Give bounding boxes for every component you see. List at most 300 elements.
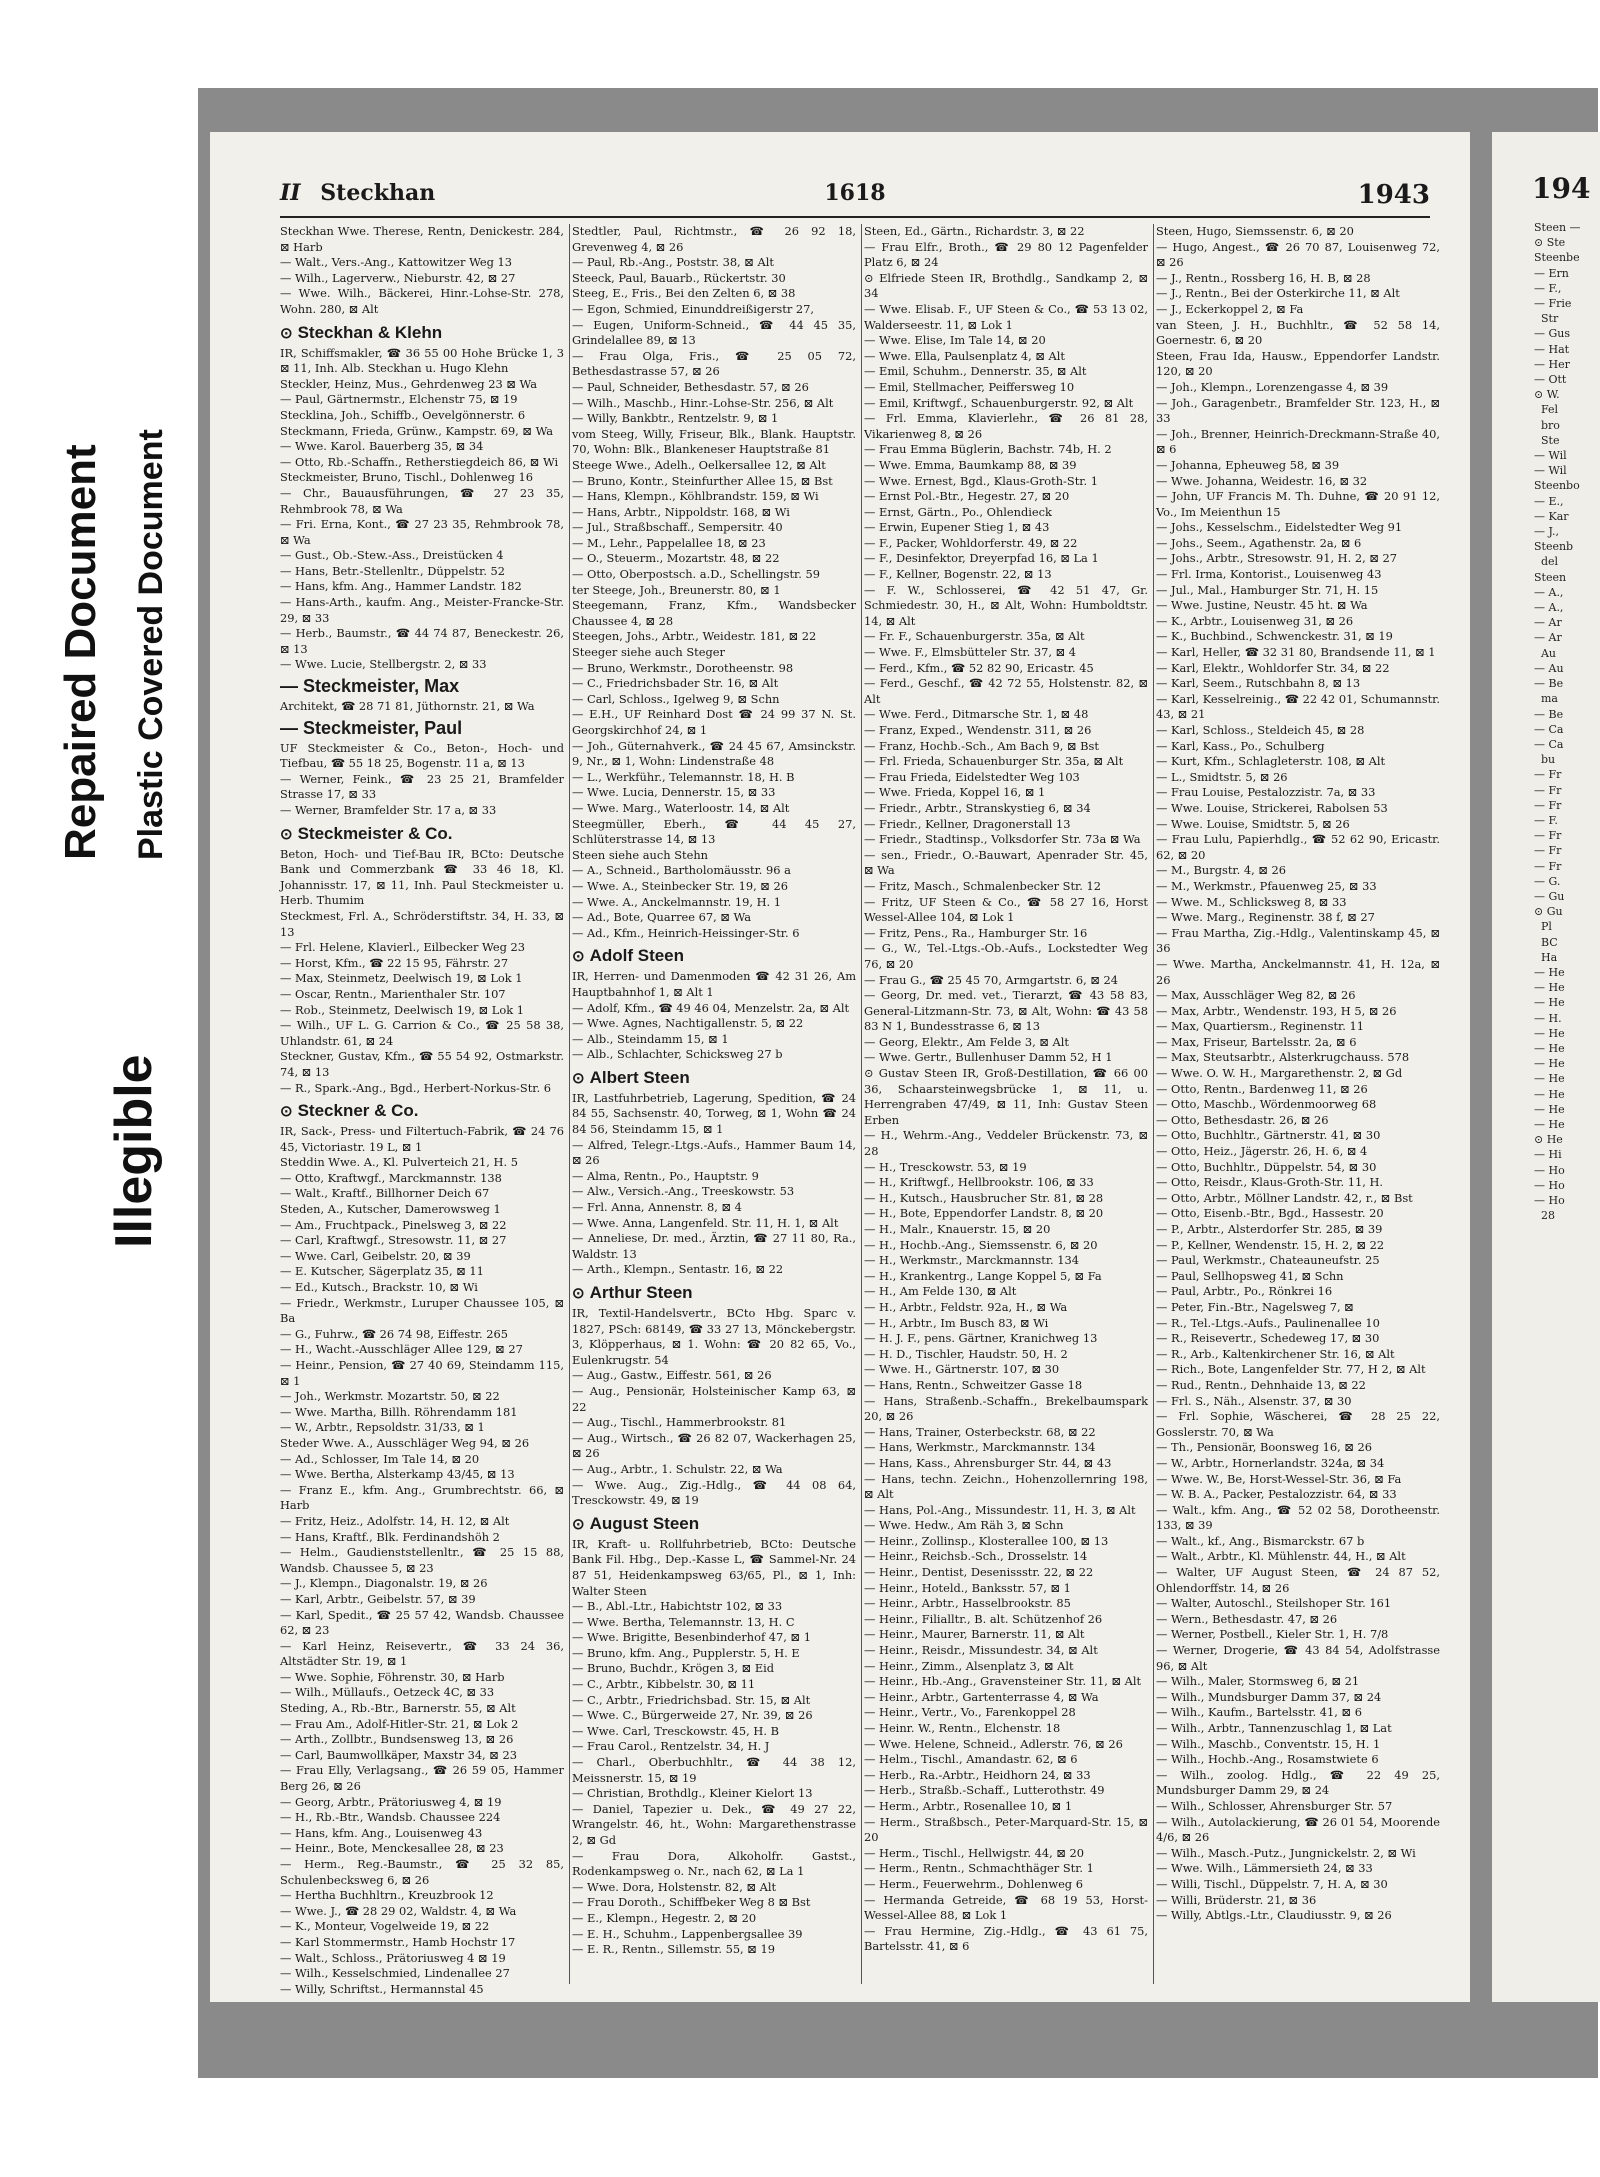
directory-entry: — Christian, Brothdlg., Kleiner Kielort 13: [572, 1786, 813, 1801]
directory-entry: — L., Werkführ., Telemannstr. 18, H. B: [572, 769, 795, 784]
firm-heading: ⊙ August Steen: [572, 1512, 856, 1537]
directory-entry: — Herb., Ra.-Arbtr., Heidhorn 24, ⊠ 33: [864, 1767, 1091, 1782]
directory-entry: — Wwe. Ernest, Bgd., Klaus-Groth-Str. 1: [864, 473, 1098, 488]
directory-entry: — Wwe. Elisab. F., UF Steen & Co., ☎ 53 13 02, Walderseestr. 11, ⊠ Lok 1: [864, 301, 1148, 332]
directory-entry: — Paul, Arbtr., Po., Rönkrei 16: [1156, 1284, 1333, 1299]
directory-entry: — F., Packer, Wohldorferstr. 49, ⊠ 22: [864, 535, 1078, 550]
directory-entry: — Erwin, Eupener Stieg 1, ⊠ 43: [864, 520, 1050, 535]
directory-entry: — Frau Hermine, Zig.-Hdlg., ☎ 43 61 75, Bartelsstr. 41, ⊠ 6: [864, 1923, 1148, 1954]
directory-entry: — E. Kutscher, Sägerplatz 35, ⊠ 11: [280, 1264, 484, 1279]
adjacent-page-line: — Her: [1534, 357, 1570, 371]
directory-entry: — Paul, Sellhopsweg 41, ⊠ Schn: [1156, 1268, 1344, 1283]
adjacent-page-line: — J.,: [1534, 525, 1560, 539]
section-number: II: [280, 180, 301, 206]
adjacent-page-line: — He: [1534, 1057, 1565, 1071]
directory-entry: — Otto, Bethesdastr. 26, ⊠ 26: [1156, 1112, 1329, 1127]
directory-entry: — Herm., Feuerwehrm., Dohlenweg 6: [864, 1876, 1083, 1891]
directory-entry: — Oscar, Rentn., Marienthaler Str. 107: [280, 986, 506, 1001]
adjacent-page-line: — Fr: [1534, 783, 1562, 797]
directory-entry: Stecklina, Joh., Schiffb., Oevelgönnerstr. 6: [280, 407, 526, 422]
directory-entry: — Wilh., Masch.-Putz., Jungnickelstr. 2, ⊠ Wi: [1156, 1845, 1416, 1860]
adjacent-page-line: — Ca: [1534, 737, 1564, 751]
directory-entry: — P., Kellner, Wendenstr. 15, H. 2, ⊠ 22: [1156, 1237, 1385, 1252]
directory-entry: — E. R., Rentn., Sillemstr. 55, ⊠ 19: [572, 1942, 775, 1957]
directory-entry: — Karl, Arbtr., Geibelstr. 57, ⊠ 39: [280, 1591, 476, 1606]
directory-entry: — Joh., Garagenbetr., Bramfelder Str. 123, H., ⊠ 33: [1156, 395, 1440, 426]
directory-entry: — Hans, Kraftf., Blk. Ferdinandshöh 2: [280, 1529, 500, 1544]
directory-entry: — Wwe. Brigitte, Besenbinderhof 47, ⊠ 1: [572, 1630, 811, 1645]
directory-entry: — Alb., Schlachter, Schicksweg 27 b: [572, 1047, 783, 1062]
directory-entry: Steen siehe auch Stehn: [572, 847, 709, 862]
directory-entry: — Wwe. Sophie, Föhrenstr. 30, ⊠ Harb: [280, 1669, 505, 1684]
adjacent-page-line: — He: [1534, 1026, 1565, 1040]
directory-entry: — Willy, Bankbtr., Rentzelstr. 9, ⊠ 1: [572, 411, 779, 426]
directory-entry: — Frau Frieda, Eidelstedter Weg 103: [864, 769, 1080, 784]
directory-entry: — Fri. Erna, Kont., ☎ 27 23 35, Rehmbrook 78, ⊠ Wa: [280, 517, 564, 547]
directory-entry: — M., Werkmstr., Pfauenweg 25, ⊠ 33: [1156, 878, 1377, 893]
directory-entry: — Hans, Pol.-Ang., Missundestr. 11, H. 3, ⊠ Alt: [864, 1502, 1136, 1517]
directory-entry: Steckmest, Frl. A., Schröderstiftstr. 34, H. 33, ⊠ 13: [280, 908, 564, 939]
directory-entry: — Aug., Gastw., Eiffestr. 561, ⊠ 26: [572, 1368, 772, 1383]
directory-entry: — Otto, Eisenb.-Btr., Bgd., Hassestr. 20: [1156, 1206, 1384, 1221]
directory-entry: — Herm., Tischl., Hellwigstr. 44, ⊠ 20: [864, 1845, 1084, 1860]
adjacent-page-line: — Frie: [1534, 297, 1572, 311]
directory-entry: — C., Arbtr., Friedrichsbad. Str. 15, ⊠ Alt: [572, 1692, 811, 1707]
adjacent-page-line: — Ho: [1534, 1194, 1565, 1207]
directory-entry: — Max, Arbtr., Wendenstr. 193, H 5, ⊠ 26: [1156, 1003, 1397, 1018]
directory-entry: — Friedr., Stadtinsp., Volksdorfer Str. 73a ⊠ Wa: [864, 832, 1141, 847]
directory-entry: — Wwe. Hedw., Am Räh 3, ⊠ Schn: [864, 1518, 1064, 1533]
directory-entry: — Chr., Bauausführungen, ☎ 27 23 35, Rehmbrook 78, ⊠ Wa: [280, 485, 564, 516]
adjacent-page-line: — Hat: [1534, 342, 1570, 356]
firm-heading: ⊙ Arthur Steen: [572, 1281, 856, 1306]
adjacent-page: [1492, 132, 1600, 2002]
adjacent-page-line: — H.: [1534, 1011, 1562, 1025]
directory-entry: — Emil, Kriftwgf., Schauenburgerstr. 92, ⊠ Alt: [864, 395, 1134, 410]
directory-entry: — Ed., Kutsch., Brackstr. 10, ⊠ Wi: [280, 1280, 478, 1295]
directory-entry: Steckner, Gustav, Kfm., ☎ 55 54 92, Ostmarkstr. 74, ⊠ 13: [280, 1049, 564, 1079]
directory-entry: — E.H., UF Reinhard Dost ☎ 24 99 37 N. St. Georgskirchhof 24, ⊠ 1: [572, 707, 856, 737]
directory-entry: — Frl. Anna, Annenstr. 8, ⊠ 4: [572, 1200, 742, 1215]
directory-entry: — Wilh., Lagerverw., Nieburstr. 42, ⊠ 27: [280, 270, 516, 285]
directory-entry: — Karl, Elektr., Wohldorfer Str. 34, ⊠ 22: [1156, 660, 1390, 675]
directory-entry: Beton, Hoch- und Tief-Bau IR, BCto: Deutsche Bank und Commerzbank ☎ 33 46 18, Kl. Johannisstr. 17, ⊠ 11, Inh. Paul Steckmeister u. Herb. Thumim: [280, 846, 564, 908]
directory-entry: — Anneliese, Dr. med., Ärztin, ☎ 27 11 80, Ra., Waldstr. 13: [572, 1231, 856, 1261]
adjacent-page-line: — Au: [1534, 661, 1564, 675]
directory-entry: — Frau Doroth., Schiffbeker Weg 8 ⊠ Bst: [572, 1895, 811, 1910]
side-labels: [0, 0, 210, 2177]
directory-entry: — M., Burgstr. 4, ⊠ 26: [1156, 863, 1286, 878]
directory-entry: — Wwe. C., Bürgerweide 27, Nr. 39, ⊠ 26: [572, 1708, 813, 1723]
directory-entry: — Willi, Brüderstr. 21, ⊠ 36: [1156, 1892, 1317, 1907]
directory-entry: — Wwe. H., Gärtnerstr. 107, ⊠ 30: [864, 1362, 1060, 1377]
directory-entry: — Willi, Tischl., Düppelstr. 7, H. A, ⊠ 30: [1156, 1876, 1388, 1891]
directory-entry: — Werner, Feink., ☎ 23 25 21, Bramfelder Strasse 17, ⊠ 33: [280, 771, 564, 802]
directory-entry: — Alw., Versich.-Ang., Treeskowstr. 53: [572, 1184, 795, 1199]
directory-entry: — Wwe. Gertr., Bullenhuser Damm 52, H 1: [864, 1050, 1113, 1065]
adjacent-page-line: — He: [1534, 1117, 1565, 1131]
directory-entry: — Ernst, Gärtn., Po., Ohlendieck: [864, 504, 1052, 519]
directory-entry: — Ferd., Kfm., ☎ 52 82 90, Ericastr. 45: [864, 660, 1094, 675]
directory-entry: — Georg, Arbtr., Prätoriusweg 4, ⊠ 19: [280, 1794, 502, 1809]
directory-entry: — Heinr., Filialltr., B. alt. Schützenhof 26: [864, 1611, 1103, 1626]
adjacent-page-line: — He: [1534, 1087, 1565, 1101]
adjacent-page-line: — He: [1534, 1072, 1565, 1086]
directory-entry: — Heinr., Hoteld., Banksstr. 57, ⊠ 1: [864, 1580, 1071, 1595]
directory-entry: — Charl., Oberbuchhltr., ☎ 44 38 12, Meissnerstr. 15, ⊠ 19: [572, 1755, 856, 1785]
directory-entry: — Otto, Arbtr., Möllner Landstr. 42, r., ⊠ Bst: [1156, 1190, 1413, 1205]
directory-entry: — Bruno, Werkmstr., Dorotheenstr. 98: [572, 660, 794, 675]
directory-entry: — Wwe. Marg., Waterloostr. 14, ⊠ Alt: [572, 800, 790, 815]
directory-entry: — Karl, Seem., Rutschbahn 8, ⊠ 13: [1156, 676, 1361, 691]
directory-entry: — Wwe. Bertha, Alsterkamp 43/45, ⊠ 13: [280, 1467, 515, 1482]
directory-entry: — Joh., Güternahverk., ☎ 24 45 67, Amsinckstr. 9, Nr., ⊠ 1, Wohn: Lindenstraße 48: [572, 738, 856, 769]
directory-entry: — Wilh., Maschb., Hinr.-Lohse-Str. 256, ⊠ Alt: [572, 395, 834, 410]
adjacent-page-line: — Gu: [1534, 889, 1565, 903]
adjacent-page-line: ma: [1534, 692, 1558, 706]
firm-heading: ⊙ Albert Steen: [572, 1066, 856, 1091]
directory-entry: — Otto, Buchhltr., Gärtnerstr. 41, ⊠ 30: [1156, 1128, 1381, 1143]
directory-entry: — Wilh., Müllaufs., Oetzeck 4C, ⊠ 33: [280, 1685, 495, 1700]
directory-entry: — J., Rentn., Rossberg 16, H. B, ⊠ 28: [1156, 270, 1371, 285]
directory-entry: — Hans, Kass., Ahrensburger Str. 44, ⊠ 43: [864, 1455, 1112, 1470]
adjacent-page-line: — Wil: [1534, 464, 1567, 478]
directory-columns: [280, 224, 1440, 1996]
directory-entry: — Otto, Kraftwgf., Marckmannstr. 138: [280, 1170, 502, 1185]
directory-entry: Steding, A., Rb.-Btr., Barnerstr. 55, ⊠ Alt: [280, 1701, 516, 1716]
adjacent-page-line: — Fr: [1534, 798, 1562, 812]
directory-entry: UF Steckmeister & Co., Beton-, Hoch- und Tiefbau, ☎ 55 18 25, Bogenstr. 11 a, ⊠ 13: [280, 740, 564, 771]
directory-entry: — Wilh., Schlosser, Ahrensburger Str. 57: [1156, 1798, 1393, 1813]
directory-entry: — sen., Friedr., O.-Bauwart, Apenrader Str. 45, ⊠ Wa: [864, 847, 1148, 878]
column-1: [280, 224, 564, 1996]
directory-entry: — Th., Pensionär, Boonsweg 16, ⊠ 26: [1156, 1440, 1373, 1455]
adjacent-page-line: — Wil: [1534, 449, 1567, 463]
directory-entry: — Wilh., Arbtr., Tannenzuschlag 1, ⊠ Lat: [1156, 1721, 1392, 1735]
directory-entry: — Eugen, Uniform-Schneid., ☎ 44 45 35, Grindelallee 89, ⊠ 13: [572, 317, 856, 348]
directory-entry: Steeg, E., Fris., Bei den Zelten 6, ⊠ 38: [572, 286, 796, 301]
directory-entry: — Wwe. Aug., Zig.-Hdlg., ☎ 44 08 64, Tresckowstr. 49, ⊠ 19: [572, 1477, 856, 1508]
directory-entry: — Ernst Pol.-Btr., Hegestr. 27, ⊠ 20: [864, 489, 1070, 504]
adjacent-page-lines: [1492, 132, 1600, 1223]
adjacent-page-line: — He: [1534, 1041, 1565, 1055]
directory-entry: — Fritz, Pens., Ra., Hamburger Str. 16: [864, 925, 1088, 940]
directory-entry: — Horst, Kfm., ☎ 22 15 95, Fährstr. 27: [280, 955, 509, 970]
adjacent-page-line: Str: [1534, 312, 1559, 326]
directory-entry: — Herb., Baumstr., ☎ 44 74 87, Beneckestr. 26, ⊠ 13: [280, 626, 564, 656]
header-rule: [280, 216, 1430, 218]
adjacent-page-line: Steen: [1534, 570, 1567, 584]
directory-entry: — Hans, kfm. Ang., Louisenweg 43: [280, 1825, 483, 1840]
directory-entry: — Wwe. Ella, Paulsenplatz 4, ⊠ Alt: [864, 348, 1065, 363]
directory-page: [210, 132, 1470, 2002]
directory-entry: — E. H., Schuhm., Lappenbergsallee 39: [572, 1926, 803, 1941]
adjacent-page-line: Ha: [1534, 950, 1558, 964]
adjacent-page-line: — F.,: [1534, 281, 1562, 295]
adjacent-page-line: Steenbo: [1534, 479, 1580, 493]
directory-entry: — Wwe. M., Schlicksweg 8, ⊠ 33: [1156, 894, 1347, 909]
directory-entry: — Bruno, kfm. Ang., Pupplerstr. 5, H. E: [572, 1645, 800, 1660]
adjacent-page-line: — Ho: [1534, 1178, 1565, 1192]
directory-entry: Steddin Wwe. A., Kl. Pulverteich 21, H. 5: [280, 1155, 518, 1170]
directory-entry: — Walter, Autoschl., Steilshoper Str. 161: [1156, 1596, 1392, 1611]
adjacent-page-line: Steen —: [1534, 221, 1581, 234]
directory-entry: — Joh., Werkmstr. Mozartstr. 50, ⊠ 22: [280, 1389, 500, 1404]
directory-entry: — Frau Olga, Fris., ☎ 25 05 72, Bethesdastrasse 57, ⊠ 26: [572, 348, 856, 379]
directory-entry: — Hugo, Angest., ☎ 26 70 87, Louisenweg 72, ⊠ 26: [1156, 239, 1440, 270]
directory-entry: — Gust., Ob.-Stew.-Ass., Dreistücken 4: [280, 548, 504, 563]
directory-entry: — Kurt, Kfm., Schlagleterstr. 108, ⊠ Alt: [1156, 754, 1386, 769]
directory-entry: — Hertha Buchhltrn., Kreuzbrook 12: [280, 1888, 494, 1903]
directory-entry: — Hans, Straßenb.-Schaffn., Brekelbaumspark 20, ⊠ 26: [864, 1393, 1148, 1424]
adjacent-page-line: — Gus: [1534, 327, 1571, 341]
directory-entry: — Heinr., Reisdr., Missundestr. 34, ⊠ Alt: [864, 1643, 1098, 1658]
directory-entry: — H., Werkmstr., Marckmannstr. 134: [864, 1253, 1079, 1268]
directory-entry: — Heinr., Arbtr., Hasselbrookstr. 85: [864, 1596, 1071, 1611]
directory-entry: ⊙ Gustav Steen IR, Groß-Destillation, ☎ 66 00 36, Schaarsteinwegsbrücke 1, ⊠ 11, u. Herrengraben 47/49, ⊠ 11, Inh: Gustav Steen Erben: [864, 1066, 1148, 1127]
directory-entry: — Heinr., Hb.-Ang., Gravensteiner Str. 11, ⊠ Alt: [864, 1674, 1142, 1689]
directory-entry: Stedtler, Paul, Richtmstr., ☎ 26 92 18, Grevenweg 4, ⊠ 26: [572, 224, 856, 254]
directory-entry: — Egon, Schmied, Einunddreißigerstr 27,: [572, 301, 815, 316]
adjacent-page-line: Fel: [1534, 403, 1559, 417]
directory-entry: — Aug., Tischl., Hammerbrookstr. 81: [572, 1415, 787, 1430]
adjacent-page-line: — He: [1534, 1102, 1565, 1116]
directory-entry: — Daniel, Tapezier u. Dek., ☎ 49 27 22, Wrangelstr. 46, ht., Wohn: Margarethenstrasse 2, ⊠ Gd: [572, 1801, 856, 1847]
adjacent-page-line: Au: [1534, 646, 1557, 660]
directory-entry: — Heinr., Maurer, Barnerstr. 11, ⊠ Alt: [864, 1627, 1085, 1642]
directory-entry: — Peter, Fin.-Btr., Nagelsweg 7, ⊠: [1156, 1299, 1354, 1314]
directory-entry: — Franz, Hochb.-Sch., Am Bach 9, ⊠ Bst: [864, 738, 1099, 753]
directory-entry: — Georg, Elektr., Am Felde 3, ⊠ Alt: [864, 1034, 1069, 1049]
directory-entry: — Wwe. Agnes, Nachtigallenstr. 5, ⊠ 22: [572, 1016, 804, 1031]
directory-entry: — C., Friedrichsbader Str. 16, ⊠ Alt: [572, 676, 779, 691]
directory-entry: — Wilh., Mundsburger Damm 37, ⊠ 24: [1156, 1689, 1382, 1704]
directory-entry: — Wwe. A., Anckelmannstr. 19, H. 1: [572, 894, 782, 909]
directory-entry: — Herm., Rentn., Schmachthäger Str. 1: [864, 1861, 1094, 1876]
directory-entry: — Wwe. Carl, Geibelstr. 20, ⊠ 39: [280, 1248, 471, 1263]
adjacent-page-line: ⊙ He: [1534, 1133, 1563, 1147]
directory-entry: — Fritz, Masch., Schmalenbecker Str. 12: [864, 878, 1101, 893]
directory-entry: — Wwe. Louise, Smidtstr. 5, ⊠ 26: [1156, 816, 1350, 831]
directory-entry: — Werner, Postbell., Kieler Str. 1, H. 7/8: [1156, 1627, 1389, 1642]
column-divider: [569, 224, 570, 1984]
directory-entry: — C., Arbtr., Kibbelstr. 30, ⊠ 11: [572, 1677, 756, 1692]
directory-entry: — P., Arbtr., Alsterdorfer Str. 285, ⊠ 39: [1156, 1222, 1383, 1236]
directory-entry: — Wwe. Wilh., Bäckerei, Hinr.-Lohse-Str. 278, Wohn. 280, ⊠ Alt: [280, 286, 564, 316]
adjacent-page-line: bro: [1534, 418, 1560, 432]
directory-entry: — Hans, Klempn., Köhlbrandstr. 159, ⊠ Wi: [572, 489, 819, 504]
directory-entry: — W., Arbtr., Hornerlandstr. 324a, ⊠ 34: [1156, 1455, 1385, 1470]
adjacent-page-line: BC: [1534, 935, 1558, 949]
column-2: [572, 224, 856, 1984]
directory-entry: — Carl, Baumwollkäper, Maxstr 34, ⊠ 23: [280, 1747, 517, 1762]
directory-entry: — Heinr., Reichsb.-Sch., Drosselstr. 14: [864, 1549, 1088, 1564]
directory-entry: — H., Wacht.-Ausschläger Allee 129, ⊠ 27: [280, 1342, 523, 1357]
directory-entry: — L., Smidtstr. 5, ⊠ 26: [1156, 769, 1288, 784]
directory-entry: — H., Arbtr., Im Busch 83, ⊠ Wi: [864, 1315, 1049, 1330]
adjacent-page-line: 28: [1534, 1209, 1555, 1223]
directory-entry: — Karl, Kass., Po., Schulberg: [1156, 738, 1325, 753]
directory-entry: — Wilh., Kesselschmied, Lindenallee 27: [280, 1966, 510, 1981]
directory-entry: — Wilh., Autolackierung, ☎ 26 01 54, Moorende 4/6, ⊠ 26: [1156, 1814, 1440, 1845]
adjacent-page-line: Ste: [1534, 433, 1560, 447]
directory-entry: — Wwe. Marg., Reginenstr. 38 f, ⊠ 27: [1156, 910, 1375, 925]
adjacent-page-line: ⊙ Gu: [1534, 905, 1563, 919]
firm-heading: ⊙ Steckmeister & Co.: [280, 822, 564, 847]
directory-entry: — Carl, Kraftwgf., Stresowstr. 11, ⊠ 27: [280, 1233, 507, 1248]
directory-entry: — Heinr., Arbtr., Gartenterrasse 4, ⊠ Wa: [864, 1689, 1099, 1704]
directory-entry: ter Steege, Joh., Breunerstr. 80, ⊠ 1: [572, 582, 781, 597]
adjacent-page-line: — Ar: [1534, 631, 1562, 645]
directory-entry: IR, Lastfuhrbetrieb, Lagerung, Spedition, ☎ 24 84 55, Sachsenstr. 40, Torweg, ⊠ 1, Wohn ☎ 24 84 56, Steindamm 15, ⊠ 1: [572, 1090, 856, 1137]
directory-entry: — Johanna, Epheuweg 58, ⊠ 39: [1156, 457, 1340, 472]
directory-entry: — Frl. S., Näh., Alsenstr. 37, ⊠ 30: [1156, 1393, 1352, 1408]
directory-entry: — Wilh., Maler, Stormsweg 6, ⊠ 21: [1156, 1674, 1360, 1689]
directory-entry: — Hans, techn. Zeichn., Hohenzollernring 198, ⊠ Alt: [864, 1471, 1148, 1502]
directory-entry: — Werner, Bramfelder Str. 17 a, ⊠ 33: [280, 803, 497, 817]
directory-entry: Steckmann, Frieda, Grünw., Kampstr. 69, ⊠ Wa: [280, 423, 554, 438]
directory-entry: — W. B. A., Packer, Pestalozzistr. 64, ⊠ 33: [1156, 1487, 1397, 1502]
adjacent-page-line: — A.,: [1534, 601, 1564, 615]
directory-entry: — H., Arbtr., Feldstr. 92a, H., ⊠ Wa: [864, 1299, 1068, 1314]
directory-entry: — Max, Ausschläger Weg 82, ⊠ 26: [1156, 988, 1356, 1003]
directory-entry: — Wwe. W., Be, Horst-Wessel-Str. 36, ⊠ Fa: [1156, 1471, 1402, 1486]
directory-entry: Steder Wwe. A., Ausschläger Weg 94, ⊠ 26: [280, 1435, 530, 1450]
directory-entry: — H. J. F., pens. Gärtner, Kranichweg 13: [864, 1331, 1098, 1346]
directory-entry: — Wwe. J., ☎ 28 29 02, Waldstr. 4, ⊠ Wa: [280, 1903, 517, 1918]
directory-entry: — R., Tel.-Ltgs.-Aufs., Paulinenallee 10: [1156, 1315, 1380, 1330]
directory-entry: — Heinr., Dentist, Desenissstr. 22, ⊠ 22: [864, 1565, 1094, 1580]
directory-entry: — Alma, Rentn., Po., Hauptstr. 9: [572, 1168, 759, 1183]
directory-entry: — Wwe. Carl, Tresckowstr. 45, H. B: [572, 1723, 779, 1738]
adjacent-page-line: — Ott: [1534, 373, 1567, 387]
directory-entry: Steegemann, Franz, Kfm., Wandsbecker Chaussee 4, ⊠ 28: [572, 598, 856, 628]
directory-entry: — Friedr., Werkmstr., Luruper Chaussee 105, ⊠ Ba: [280, 1295, 564, 1326]
directory-entry: — E., Klempn., Hegestr. 2, ⊠ 20: [572, 1910, 757, 1925]
directory-entry: — Wwe. Johanna, Weidestr. 16, ⊠ 32: [1156, 473, 1368, 488]
directory-entry: — Hans, Trainer, Osterbeckstr. 68, ⊠ 22: [864, 1424, 1096, 1439]
directory-entry: — A., Schneid., Bartholomäusstr. 96 a: [572, 863, 791, 878]
directory-entry: — Adolf, Kfm., ☎ 49 46 04, Menzelstr. 2a, ⊠ Alt: [572, 1000, 850, 1015]
directory-entry: — Karl, Kesselreinig., ☎ 22 42 01, Schumannstr. 43, ⊠ 21: [1156, 691, 1440, 722]
directory-entry: — Wwe. Louise, Strickerei, Rabolsen 53: [1156, 800, 1388, 815]
directory-entry: — Aug., Arbtr., 1. Schulstr. 22, ⊠ Wa: [572, 1461, 783, 1476]
adjacent-page-line: — Ern: [1534, 266, 1569, 280]
directory-entry: — Joh., Klempn., Lorenzengasse 4, ⊠ 39: [1156, 379, 1389, 394]
directory-entry: — Wwe. Wilh., Lämmersieth 24, ⊠ 33: [1156, 1861, 1373, 1876]
directory-entry: — Otto, Buchhltr., Düppelstr. 54, ⊠ 30: [1156, 1159, 1377, 1174]
adjacent-page-line: — Fr: [1534, 829, 1562, 843]
name-heading: — Steckmeister, Max: [280, 676, 460, 697]
directory-entry: — H., Tresckowstr. 53, ⊠ 19: [864, 1159, 1027, 1174]
directory-entry: — Rich., Bote, Langenfelder Str. 77, H 2, ⊠ Alt: [1156, 1362, 1426, 1377]
directory-entry: — Hans-Arth., kaufm. Ang., Meister-Francke-Str. 29, ⊠ 33: [280, 595, 564, 625]
directory-entry: — J., Rentn., Bei der Osterkirche 11, ⊠ Alt: [1156, 286, 1400, 301]
directory-entry: Steeger siehe auch Steger: [572, 645, 725, 660]
adjacent-page-line: — Be: [1534, 707, 1564, 721]
directory-entry: — Johs., Arbtr., Stresowstr. 91, H. 2, ⊠ 27: [1156, 551, 1398, 566]
directory-entry: — H., Kriftwgf., Hellbrookstr. 106, ⊠ 33: [864, 1175, 1094, 1190]
adjacent-page-line: — Fr: [1534, 859, 1562, 873]
directory-entry: — Ad., Schlosser, Im Tale 14, ⊠ 20: [280, 1451, 480, 1466]
directory-entry: — Otto, Maschb., Wördenmoorweg 68: [1156, 1097, 1377, 1112]
firm-heading: ⊙ Steckner & Co.: [280, 1099, 564, 1124]
firm-heading: ⊙ Steckhan & Klehn: [280, 321, 564, 346]
directory-entry: — H., Rb.-Btr., Wandsb. Chaussee 224: [280, 1810, 501, 1825]
directory-entry: — Aug., Wirtsch., ☎ 26 82 07, Wackerhagen 25, ⊠ 26: [572, 1430, 856, 1461]
directory-entry: — Willy, Schriftst., Hermannstal 45: [280, 1981, 484, 1996]
directory-entry: — Arth., Klempn., Sentastr. 16, ⊠ 22: [572, 1262, 784, 1277]
directory-entry: — Otto, Rb.-Schaffn., Retherstiegdeich 86, ⊠ Wi: [280, 454, 559, 469]
directory-entry: — H., Hochb.-Ang., Siemssenstr. 6, ⊠ 20: [864, 1237, 1098, 1252]
adjacent-page-line: bu: [1534, 753, 1556, 767]
directory-entry: — Paul, Werkmstr., Chateauneufstr. 25: [1156, 1253, 1380, 1268]
directory-entry: — Hans, Betr.-Stellenltr., Düppelstr. 52: [280, 563, 506, 578]
directory-entry: — Max, Quartiersm., Reginenstr. 11: [1156, 1019, 1364, 1034]
directory-entry: — Wwe. O. W. H., Margarethenstr. 2, ⊠ Gd: [1156, 1066, 1403, 1081]
directory-entry: — H., Kutsch., Hausbrucher Str. 81, ⊠ 28: [864, 1190, 1104, 1205]
directory-entry: Architekt, ☎ 28 71 81, Jüthornstr. 21, ⊠ Wa: [280, 699, 535, 714]
adjacent-page-line: — A.,: [1534, 585, 1564, 599]
directory-entry: IR, Sack-, Press- und Filtertuch-Fabrik, ☎ 24 76 45, Victoriastr. 19 L, ⊠ 1: [280, 1124, 564, 1154]
directory-entry: — Walt., Schloss., Prätoriusweg 4 ⊠ 19: [280, 1950, 506, 1965]
directory-entry: — Frl. Irma, Kontorist., Louisenweg 43: [1156, 567, 1382, 582]
directory-entry: — Jul., Mal., Hamburger Str. 71, H. 15: [1156, 582, 1379, 597]
directory-entry: — Friedr., Arbtr., Stranskystieg 6, ⊠ 34: [864, 800, 1091, 815]
directory-entry: — H., Krankentrg., Lange Koppel 5, ⊠ Fa: [864, 1268, 1102, 1283]
adjacent-page-line: — Ca: [1534, 722, 1564, 736]
directory-entry: — G., Fuhrw., ☎ 26 74 98, Eiffestr. 265: [280, 1326, 509, 1341]
directory-entry: Steckmeister, Bruno, Tischl., Dohlenweg 16: [280, 470, 534, 485]
directory-entry: — Frau Emma Büglerin, Bachstr. 74b, H. 2: [864, 442, 1112, 457]
directory-entry: — Otto, Rentn., Bardenweg 11, ⊠ 26: [1156, 1081, 1368, 1096]
directory-entry: — Rud., Rentn., Dehnhaide 13, ⊠ 22: [1156, 1377, 1366, 1392]
firm-heading: ⊙ Adolf Steen: [572, 944, 856, 969]
directory-entry: — Willy, Abtlgs.-Ltr., Claudiusstr. 9, ⊠ 26: [1156, 1908, 1392, 1923]
directory-entry: ⊙ Elfriede Steen IR, Brothdlg., Sandkamp 2, ⊠ 34: [864, 270, 1148, 301]
directory-entry: — Johs., Seem., Agathenstr. 2a, ⊠ 6: [1156, 535, 1362, 550]
directory-entry: — Ferd., Geschf., ☎ 42 72 55, Holstenstr. 82, ⊠ Alt: [864, 676, 1148, 706]
directory-entry: — B., Abl.-Ltr., Habichtstr 102, ⊠ 33: [572, 1599, 783, 1614]
directory-entry: — Wwe. Lucie, Stellbergstr. 2, ⊠ 33: [280, 657, 487, 672]
directory-entry: — Jul., Straßbschaff., Sempersitr. 40: [572, 520, 783, 535]
directory-entry: — W., Arbtr., Repsoldstr. 31/33, ⊠ 1: [280, 1420, 485, 1435]
directory-entry: — F., Desinfektor, Dreyerpfad 16, ⊠ La 1: [864, 551, 1099, 566]
directory-entry: — Franz E., kfm. Ang., Grumbrechtstr. 66, ⊠ Harb: [280, 1482, 564, 1513]
directory-entry: — Frau Carol., Rentzelstr. 34, H. J: [572, 1739, 770, 1754]
directory-entry: — Heinr., Vertr., Vo., Farenkoppel 28: [864, 1705, 1076, 1720]
directory-entry: — Frau Dora, Alkoholfr. Gastst., Rodenkampsweg o. Nr., nach 62, ⊠ La 1: [572, 1848, 856, 1879]
directory-entry: — Wilh., Hochb.-Ang., Rosamstwiete 6: [1156, 1752, 1379, 1767]
directory-entry: — Herm., Arbtr., Rosenallee 10, ⊠ 1: [864, 1798, 1073, 1813]
column-divider: [1153, 224, 1154, 1984]
directory-entry: — Heinr. W., Rentn., Elchenstr. 18: [864, 1721, 1061, 1735]
column-4: [1156, 224, 1440, 1984]
directory-entry: — Johs., Kesselschm., Eidelstedter Weg 91: [1156, 520, 1403, 535]
directory-entry: — Frau Elfr., Broth., ☎ 29 80 12 Pagenfelder Platz 6, ⊠ 24: [864, 239, 1148, 270]
directory-entry: IR, Herren- und Damenmoden ☎ 42 31 26, Am Hauptbahnhof 1, ⊠ Alt 1: [572, 969, 856, 999]
directory-entry: — H., Am Felde 130, ⊠ Alt: [864, 1284, 1017, 1299]
directory-entry: — Bruno, Kontr., Steinfurther Allee 15, ⊠ Bst: [572, 473, 833, 488]
directory-entry: — R., Spark.-Ang., Bgd., Herbert-Norkus-Str. 6: [280, 1080, 551, 1095]
plastic-covered-label: Plastic Covered Document: [132, 429, 170, 860]
directory-entry: — Emil, Schuhm., Dennerstr. 35, ⊠ Alt: [864, 364, 1087, 379]
adjacent-page-line: Pl: [1534, 920, 1552, 934]
directory-entry: — R., Arb., Kaltenkirchener Str. 16, ⊠ Alt: [1156, 1346, 1395, 1361]
directory-entry: — Wwe. Elise, Im Tale 14, ⊠ 20: [864, 333, 1046, 348]
directory-entry: — Wwe. Martha, Anckelmannstr. 41, H. 12a, ⊠ 26: [1156, 956, 1440, 987]
directory-entry: — Wwe. Anna, Langenfeld. Str. 11, H. 1, ⊠ Alt: [572, 1215, 839, 1230]
